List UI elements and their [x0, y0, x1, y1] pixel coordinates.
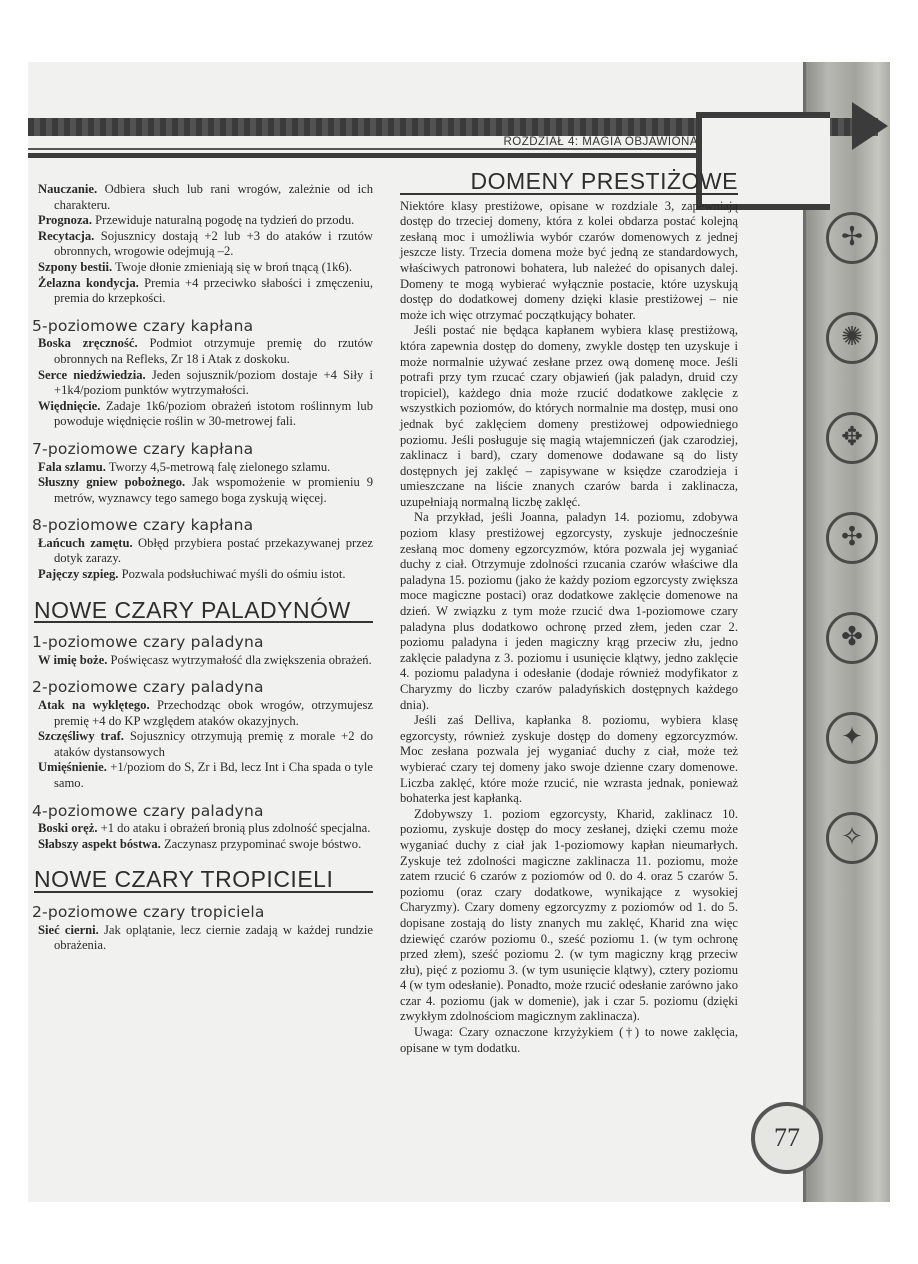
spell-description: Jak oplątanie, lecz ciernie zadają w każdej rundzie obrażenia. — [54, 922, 373, 953]
spell-description: Zaczynasz przypominać swoje bóstwo. — [163, 836, 362, 851]
spell-description: Twoje dłonie zmieniają się w broń tnącą (1k6). — [115, 259, 353, 274]
rune-icon-4: ✣ — [826, 512, 878, 564]
rune-icon-3: ✥ — [826, 412, 878, 464]
ranger-heading: NOWE CZARY TROPICIELI — [34, 872, 373, 893]
spell-entry — [38, 567, 373, 583]
spell-name: Nauczanie. — [38, 182, 98, 196]
spell-description: Przechodząc obok wrogów, otrzymujesz premię +4 do KP względem ataków okazyjnych. — [54, 698, 373, 728]
spell-entry — [38, 698, 373, 729]
spell-entry — [38, 399, 373, 430]
spell-name: Boska zręczność. — [38, 336, 138, 351]
spell-entry — [38, 368, 373, 399]
spell-entry — [38, 653, 373, 669]
spell-entry — [38, 229, 373, 260]
body-paragraph: Jeśli postać nie będąca kapłanem wybiera klasę prestiżową, która zapewnia dostęp do domeny, zwykle dostęp ten uzyskuje i może normalnie używać zesłane przez ową domenę moce. Jeśli potrafi przy tym rzucać czary objawień (jak paladyn, druid czy tropiciel), każdego dnia może rzucić dodatkowe zaklęcie z wszystkich poziomów, do których normalnie ma dostęp, musi ono jednak być zaklęciem domeny prestiżowej odpowiedniego poziomu. Jeśli posługuje się magią wtajemniczeń (jak czarodziej, zaklinacz i bard), czary domenowe dodawane są do listy dostępnych jej zaklęć – zapisywane w księdze czarodzieja i umieszczane na liście znanych czarów barda i zaklinacza, uzupełniają normalną liczbę zaklęć. — [400, 323, 738, 509]
spell-name: Boski oręż. — [38, 821, 98, 836]
spell-description: +1 do ataku i obrażeń bronią plus zdolność specjalna. — [100, 821, 371, 836]
body-paragraph: Uwaga: Czary oznaczone krzyżykiem (†) to nowe zaklęcia, opisane w tym dodatku. — [400, 1025, 738, 1055]
intro-entries — [38, 182, 373, 307]
body-paragraph: Jeśli zaś Delliva, kapłanka 8. poziomu, wybiera klasę egzorcysty, również zyskuje dostęp do domeny egzorcyzmów. Moc zesłana pozwala jej wyganiać duchy z ciał, może też wybierać czary tej domeny jako swoje dzienne czary domenowe. Liczba zaklęć, które może rzucić, nie wzrasta jednak, ponieważ bohaterka jest kapłanką. — [400, 713, 738, 806]
spell-name: Łańcuch zamętu. — [38, 535, 133, 550]
spell-name: Żelazna kondycja. — [38, 275, 139, 290]
spell-entry — [38, 182, 373, 213]
header-arrow-icon — [852, 102, 888, 150]
spell-description: +1/poziom do S, Zr i Bd, lecz Int i Cha spada o tyle samo. — [54, 760, 373, 790]
spell-name: Atak na wyklętego. — [38, 698, 150, 713]
spell-description: Podmiot otrzymuje premię do rzutów obronnych na Refleks, Zr 18 i Atak z doskoku. — [54, 336, 373, 366]
spell-description: Odbiera słuch lub rani wrogów, zależnie od ich charakteru. — [54, 182, 373, 212]
rune-icon-7: ✧ — [826, 812, 878, 864]
spell-description: Sojusznicy otrzymują premię z morale +2 do ataków dystansowych — [54, 729, 373, 759]
spell-entry — [38, 760, 373, 791]
body-paragraph: Niektóre klasy prestiżowe, opisane w rozdziale 3, zapewniają dostęp do trzeciej domeny, która z kolei obdarza postać kolejną zesłaną moc i umożliwia wybór czarów domenowych z jednej jeszcze listy. Trzecia domena może być jedną ze standardowych, właściwych patronowi bohatera, lub należeć do opisanych dalej. Domeny te mogą wybierać wyłącznie postacie, które uzyskują dostęp do dodatkowej domeny dzięki klasie prestiżowej – nie może ich więc otrzymać początkujący bohater. — [400, 198, 738, 322]
spell-level-heading: 1-poziomowe czary paladyna — [32, 633, 264, 652]
spell-description: Premia +4 przeciwko słabości i zmęczeniu, premia do krzepkości. — [54, 275, 373, 306]
spell-name: W imię boże. — [38, 652, 108, 667]
spell-name: Więdnięcie. — [38, 398, 101, 413]
spell-level-heading: 4-poziomowe czary paladyna — [32, 801, 264, 820]
paladin-sections — [32, 633, 373, 852]
spell-description: Obłęd przybiera postać przekazywanej przez dotyk zarazy. — [54, 535, 373, 566]
prestige-domains-heading: DOMENY PRESTIŻOWE — [400, 174, 738, 195]
paladin-heading: NOWE CZARY PALADYNÓW — [34, 603, 373, 624]
spell-entry — [38, 460, 373, 476]
spell-name: Słabszy aspekt bóstwa. — [38, 836, 161, 851]
spell-level-heading: 7-poziomowe czary kapłana — [32, 439, 254, 458]
spell-description: Sojusznicy dostają +2 lub +3 do ataków i rzutów obronnych, wrogowie odejmują –2. — [54, 228, 373, 259]
right-column — [400, 168, 738, 1056]
ranger-sections — [32, 902, 373, 954]
body-paragraph: Na przykład, jeśli Joanna, paladyn 14. poziomu, zdobywa poziom klasy prestiżowej egzorcysty, zyskuje jednocześnie zesłaną moc domeny egzorcyzmów, która pozwala jej wyganiać duchy z ciał. Otrzymuje zdolności rzucania czarów właściwe dla paladyna 15. poziomu (jako że każdy poziom egzorcysty zwiększa moce magiczne postaci) oraz dodatkowe zaklęcie domenowe na dzień. W związku z tym może rzucić dwa 1-poziomowe czary paladyna plus dodatkowo ochronę przed złem, jeden czar 2. poziomu paladyna i jeden magiczny krąg przeciw złu, jedno zaklęcie paladyna z 3. poziomu i usunięcie klątwy, jedno zaklęcie 4. poziomu paladyna i odesłanie (dodaje również modyfikator z Charyzmy do liczby czarów paladyńskich dostępnych każdego dnia). — [400, 510, 738, 712]
spell-name: Umięśnienie. — [38, 760, 107, 775]
right-paragraphs — [400, 199, 738, 1057]
spell-name: Pajęczy szpieg. — [38, 567, 119, 582]
body-paragraph: Zdobywszy 1. poziom egzorcysty, Kharid, zaklinacz 10. poziomu, zyskuje dostęp do mocy zesłanej, dzięki czemu może wyganiać duchy z ciał jak 1-poziomowy kapłan nieumarłych. Zyskuje też zdolności magiczne zaklinacza 11. poziomu, może zatem rzucić 6 czarów z poziomów od 0. do 4. oraz 5 czarów 5. poziomu (oraz czary dodatkowe, wynikające z wysokiej Charyzmy). Czary domeny egzorcyzmy z poziomów od 1. do 5. dopisane zostają do listy znanych mu zaklęć, Kharid zna więc dziewięć czarów poziomu 0., sześć poziomu 1. (w tym ochronę przed złem), sześć poziomu 2. (w tym magiczny krąg przeciw złu), pięć z poziomu 3. (w tym usunięcie klątwy), cztery poziomu 4 (w tym odesłanie). Ponadto, może rzucić odesłanie zarówno jako czar 4. poziomu (jak w domenie), jak i czar 5. poziomu (dzięki zwykłym zdolnościom magicznym zaklinacza). — [400, 806, 738, 1024]
spell-description: Pozwala podsłuchiwać myśli do ośmiu istot. — [121, 567, 346, 582]
book-page — [28, 62, 890, 1202]
spell-entry — [38, 923, 373, 954]
spell-level-heading: 5-poziomowe czary kapłana — [32, 316, 254, 335]
spell-entry — [38, 536, 373, 567]
rune-icon-6: ✦ — [826, 712, 878, 764]
spell-name: Słuszny gniew pobożnego. — [38, 475, 186, 490]
spell-description: Zadaje 1k6/poziom obrażeń istotom roślinnym lub powoduje więdnięcie roślin w 30-metrowej fali. — [54, 398, 373, 429]
spell-level-heading: 2-poziomowe czary tropiciela — [32, 902, 265, 921]
rune-icon-1: ✢ — [826, 212, 878, 264]
spell-name: Fala szlamu. — [38, 459, 106, 474]
spell-level-heading: 8-poziomowe czary kapłana — [32, 516, 254, 535]
spell-name: Szczęśliwy traf. — [38, 729, 124, 744]
header-rule-thick — [28, 153, 696, 158]
spell-entry — [38, 276, 373, 307]
spell-level-heading: 2-poziomowe czary paladyna — [32, 678, 264, 697]
rune-icon-2: ✺ — [826, 312, 878, 364]
spell-description: Jeden sojusznik/poziom dostaje +4 Siły i +1k4/poziom punktów wytrzymałości. — [54, 367, 373, 398]
spell-entry — [38, 821, 373, 837]
spell-name: Sieć cierni. — [38, 922, 99, 937]
spell-name: Szpony bestii. — [38, 259, 113, 274]
decorative-stone-border — [803, 62, 890, 1202]
spell-entry — [38, 837, 373, 853]
spell-description: Przewiduje naturalną pogodę na tydzień do przodu. — [95, 213, 355, 228]
spell-name: Recytacja. — [38, 228, 95, 243]
spell-description: Tworzy 4,5-metrową falę zielonego szlamu. — [108, 459, 331, 474]
spell-name: Prognoza. — [38, 213, 92, 228]
left-column — [32, 182, 374, 954]
chapter-title: ROZDZIAŁ 4: MAGIA OBJAWIONA — [503, 136, 698, 148]
spell-description: Poświęcasz wytrzymałość dla zwiększenia obrażeń. — [110, 652, 372, 667]
spell-entry — [38, 336, 373, 367]
spell-entry — [38, 213, 373, 229]
spell-entry — [38, 729, 373, 760]
rune-icon-5: ✤ — [826, 612, 878, 664]
cleric-sections — [32, 316, 374, 583]
spell-name: Serce niedźwiedzia. — [38, 367, 146, 382]
header-rule — [28, 148, 696, 150]
spell-entry — [38, 260, 373, 276]
spell-entry — [38, 475, 373, 506]
spell-description: Jak wspomożenie w promieniu 9 metrów, wyznawcy tego samego boga zyskują więcej. — [54, 475, 374, 505]
page-number: 77 — [751, 1102, 823, 1174]
